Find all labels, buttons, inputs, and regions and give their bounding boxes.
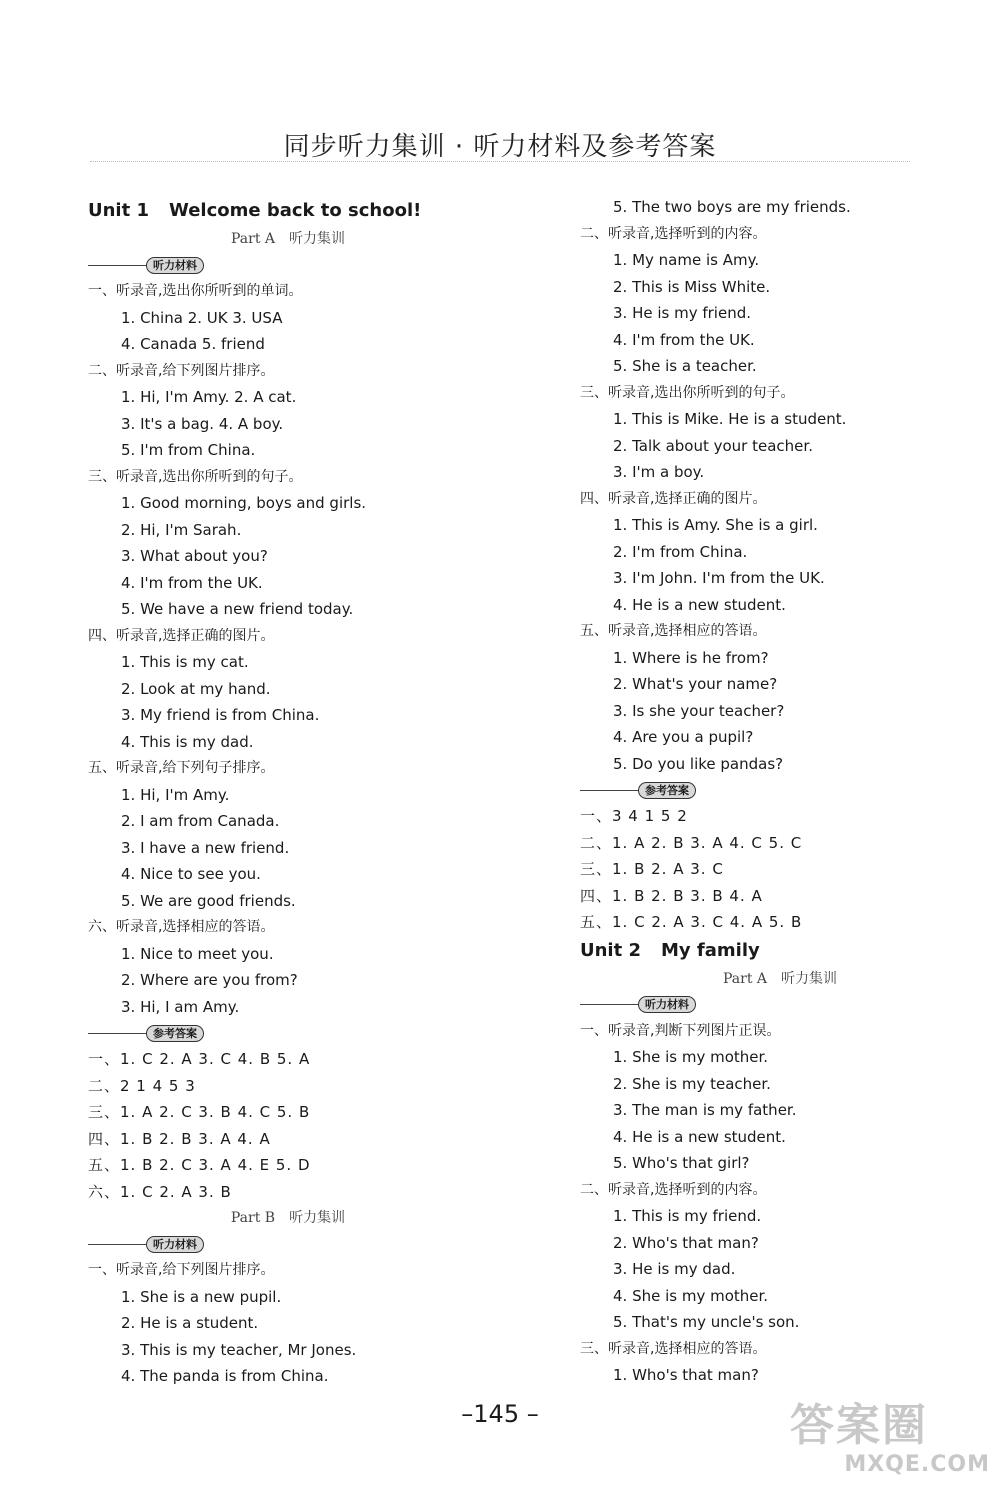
list-item: 2. I am from Canada. <box>121 812 280 830</box>
part-heading <box>580 966 980 992</box>
list-item: 4. He is a new student. <box>613 595 786 614</box>
list-item: 3. The man is my father. <box>613 1101 797 1119</box>
list-item: 5. Who's that girl? <box>613 1154 750 1172</box>
answer-line: 三、1. B 2. A 3. C <box>580 860 724 878</box>
part-text: 听力集训 <box>781 970 838 987</box>
list-item: 1. Hi, I'm Amy. 2. A cat. <box>121 388 297 406</box>
section-heading: 五、听录音,给下列句子排序。 <box>88 760 275 776</box>
section-heading: 一、听录音,判断下列图片正误。 <box>580 1022 781 1039</box>
list-item: 1. This is my friend. <box>613 1207 762 1225</box>
section-banner <box>88 1231 488 1257</box>
list-item: 1. Good morning, boys and girls. <box>121 494 367 512</box>
list-item: 1. This is Amy. She is a girl. <box>613 516 818 534</box>
list-item: 3. He is my dad. <box>613 1260 736 1278</box>
left-column <box>88 196 488 1390</box>
banner-label: 参考答案 <box>146 1025 204 1042</box>
list-item: 4. I'm from the UK. <box>121 573 263 592</box>
section-heading: 六、听录音,选择相应的答语。 <box>88 919 275 935</box>
list-item: 1. She is my mother. <box>613 1048 769 1066</box>
list-item: 1. Nice to meet you. <box>121 944 274 963</box>
part-label: Part A <box>722 970 768 987</box>
list-item: 3. This is my teacher, Mr Jones. <box>121 1340 357 1359</box>
list-item: 2. This is Miss White. <box>613 277 771 296</box>
list-item: 1. She is a new pupil. <box>121 1287 282 1306</box>
right-column <box>580 194 980 1389</box>
list-item: 2. Where are you from? <box>121 971 298 989</box>
list-item: 2. Look at my hand. <box>121 679 271 698</box>
list-item: 3. I have a new friend. <box>121 838 290 857</box>
section-banner <box>580 992 980 1018</box>
section-heading: 二、听录音,选择听到的内容。 <box>580 1181 767 1198</box>
part-text: 听力集训 <box>289 1210 346 1226</box>
list-item: 2. I'm from China. <box>613 542 748 561</box>
watermark-url: MXQE.COM <box>844 1452 990 1477</box>
section-heading: 二、听录音,选择听到的内容。 <box>580 225 767 242</box>
unit-heading <box>580 936 980 966</box>
part-text: 听力集训 <box>289 231 346 247</box>
section-heading: 五、听录音,选择相应的答语。 <box>580 623 767 639</box>
list-item: 5. She is a teacher. <box>613 357 757 375</box>
list-item: 4. The panda is from China. <box>121 1367 329 1385</box>
list-item: 4. Canada 5. friend <box>121 335 265 353</box>
page-number: –145 – <box>461 1400 539 1428</box>
title-divider <box>90 161 910 162</box>
list-item: 1. China 2. UK 3. USA <box>121 308 283 327</box>
list-item: 4. He is a new student. <box>613 1127 786 1146</box>
section-heading: 四、听录音,选择正确的图片。 <box>580 490 767 507</box>
banner-label: 听力材料 <box>146 1236 204 1253</box>
banner-label: 听力材料 <box>146 257 204 274</box>
list-item: 3. It's a bag. 4. A boy. <box>121 414 284 433</box>
list-item: 2. Who's that man? <box>613 1233 759 1252</box>
section-heading: 三、听录音,选择相应的答语。 <box>580 1340 767 1357</box>
page-title: 同步听力集训 · 听力材料及参考答案 <box>283 132 717 162</box>
watermark-text: 答案圈 <box>790 1400 928 1451</box>
list-item: 3. Is she your teacher? <box>613 701 785 720</box>
list-item: 1. Who's that man? <box>613 1366 759 1384</box>
list-item: 4. Are you a pupil? <box>613 728 754 746</box>
answers-banner <box>88 1020 488 1046</box>
answer-line: 二、1. A 2. B 3. A 4. C 5. C <box>580 833 803 852</box>
unit-number: Unit 2 <box>580 939 641 961</box>
part-heading <box>88 1205 488 1231</box>
part-label: Part B <box>230 1210 276 1226</box>
answer-line: 五、1. C 2. A 3. C 4. A 5. B <box>580 913 803 931</box>
list-item: 3. Hi, I am Amy. <box>121 997 240 1016</box>
list-item: 1. Where is he from? <box>613 648 769 667</box>
list-item: 4. This is my dad. <box>121 732 254 751</box>
list-item: 2. Talk about your teacher. <box>613 436 813 455</box>
answer-line: 三、1. A 2. C 3. B 4. C 5. B <box>88 1103 311 1121</box>
unit-title: Welcome back to school! <box>169 200 422 221</box>
section-heading: 三、听录音,选出你所听到的句子。 <box>88 468 303 485</box>
list-item: 5. Do you like pandas? <box>613 754 784 773</box>
answer-line: 四、1. B 2. B 3. B 4. A <box>580 886 763 905</box>
list-item: 2. What's your name? <box>613 675 778 693</box>
list-item: 5. The two boys are my friends. <box>613 198 851 216</box>
list-item: 5. We are good friends. <box>121 891 296 910</box>
banner-line <box>88 265 146 266</box>
section-banner <box>88 252 488 278</box>
list-item: 2. He is a student. <box>121 1314 259 1332</box>
list-item: 3. I'm a boy. <box>613 463 705 481</box>
unit-title: My family <box>661 939 760 961</box>
banner-line <box>88 1244 146 1245</box>
list-item: 2. She is my teacher. <box>613 1074 771 1093</box>
answer-line: 一、1. C 2. A 3. C 4. B 5. A <box>88 1050 311 1068</box>
banner-line <box>580 1004 638 1005</box>
list-item: 3. He is my friend. <box>613 304 752 322</box>
answer-line: 一、3 4 1 5 2 <box>580 807 688 825</box>
banner-label: 参考答案 <box>638 782 696 799</box>
section-heading: 三、听录音,选出你所听到的句子。 <box>580 384 795 401</box>
part-heading <box>88 226 488 252</box>
section-heading: 一、听录音,给下列图片排序。 <box>88 1262 275 1278</box>
answer-line: 五、1. B 2. C 3. A 4. E 5. D <box>88 1156 311 1174</box>
section-heading: 二、听录音,给下列图片排序。 <box>88 362 275 379</box>
answers-banner <box>580 777 980 803</box>
banner-line <box>580 790 638 791</box>
watermark-logo <box>790 1400 990 1484</box>
part-label: Part A <box>230 231 276 247</box>
list-item: 3. I'm John. I'm from the UK. <box>613 569 825 587</box>
list-item: 3. What about you? <box>121 547 268 565</box>
list-item: 4. I'm from the UK. <box>613 330 755 349</box>
answer-line: 六、1. C 2. A 3. B <box>88 1182 232 1201</box>
answer-line: 四、1. B 2. B 3. A 4. A <box>88 1129 271 1148</box>
list-item: 5. That's my uncle's son. <box>613 1313 800 1331</box>
list-item: 3. My friend is from China. <box>121 706 320 724</box>
unit-heading <box>88 196 488 226</box>
answer-line: 二、2 1 4 5 3 <box>88 1076 196 1095</box>
unit-number: Unit 1 <box>88 200 149 221</box>
list-item: 1. This is Mike. He is a student. <box>613 410 847 428</box>
banner-label: 听力材料 <box>638 996 696 1013</box>
section-heading: 四、听录音,选择正确的图片。 <box>88 627 275 644</box>
list-item: 2. Hi, I'm Sarah. <box>121 520 242 539</box>
list-item: 4. She is my mother. <box>613 1286 769 1305</box>
banner-line <box>88 1033 146 1034</box>
list-item: 5. We have a new friend today. <box>121 600 354 618</box>
list-item: 1. This is my cat. <box>121 653 249 671</box>
list-item: 1. My name is Amy. <box>613 251 760 269</box>
section-heading: 一、听录音,选出你所听到的单词。 <box>88 283 303 299</box>
list-item: 1. Hi, I'm Amy. <box>121 785 230 804</box>
list-item: 5. I'm from China. <box>121 441 256 459</box>
list-item: 4. Nice to see you. <box>121 865 261 883</box>
